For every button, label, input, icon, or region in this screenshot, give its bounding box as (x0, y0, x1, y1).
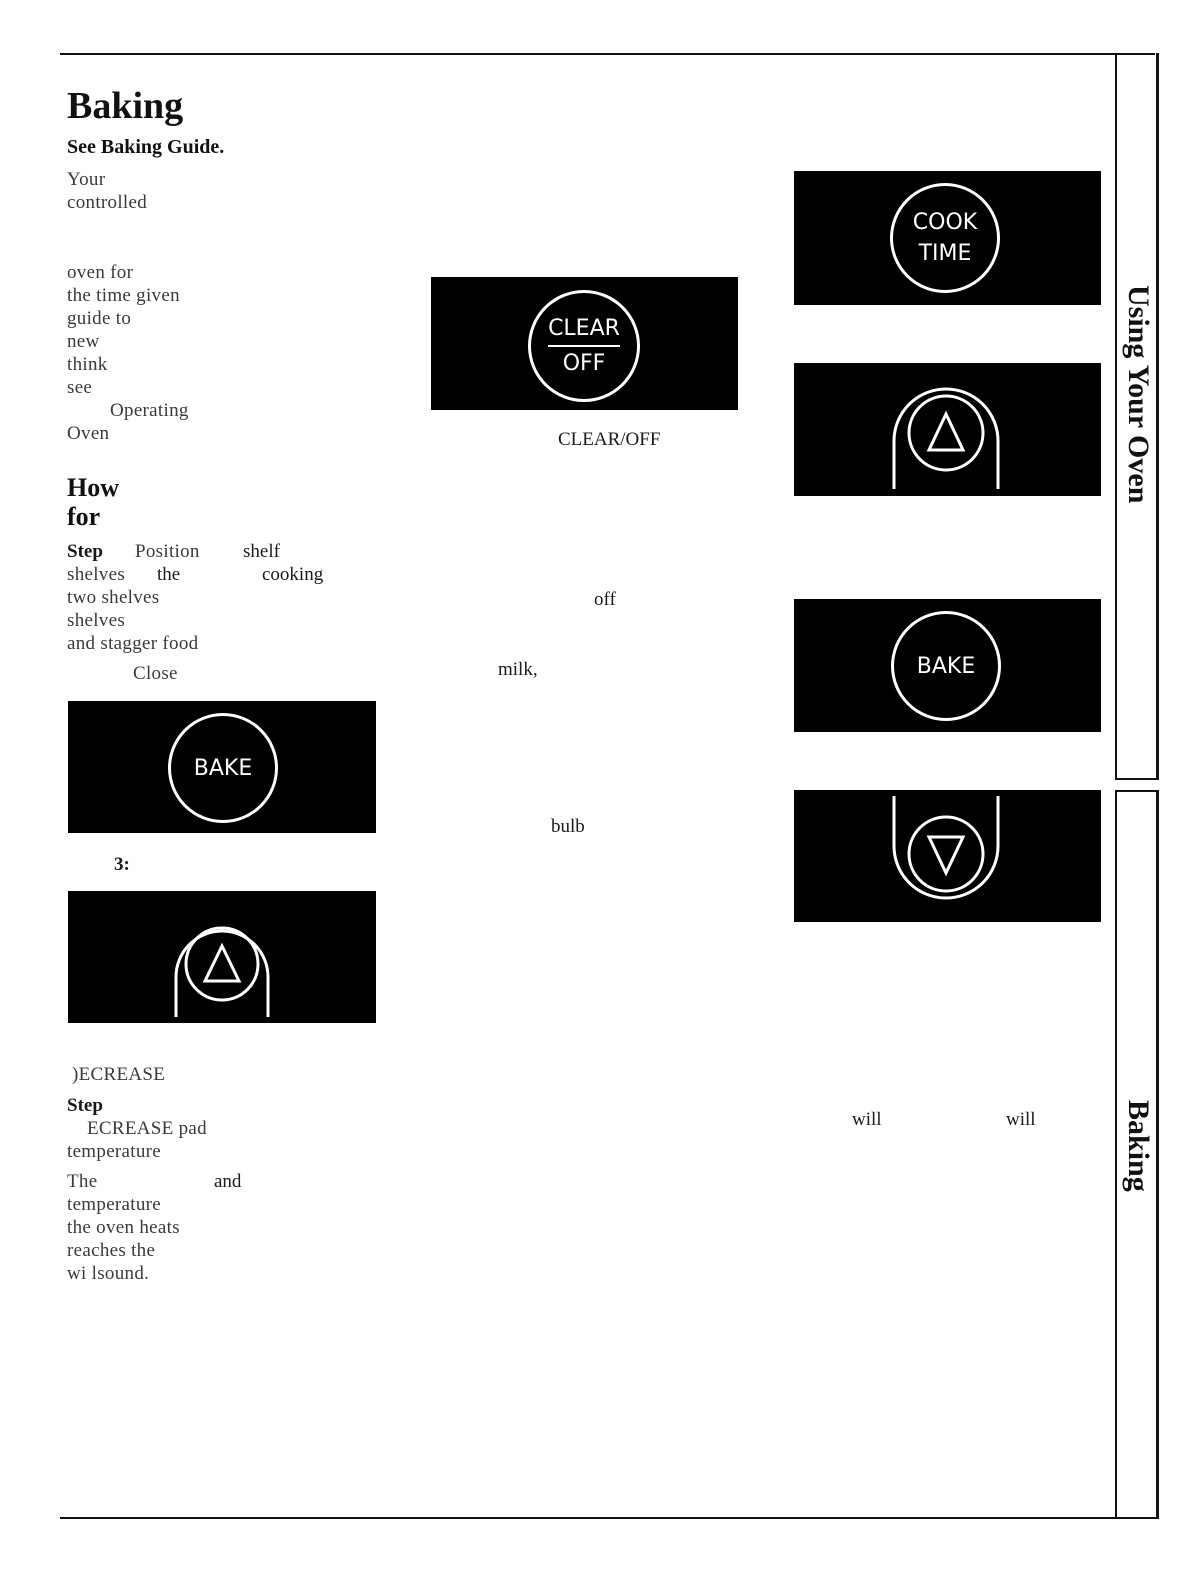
bake-button[interactable] (168, 713, 278, 823)
step1-word: the (157, 564, 181, 585)
clear-off-button[interactable] (528, 290, 640, 402)
tab-border-left (1115, 53, 1117, 780)
increase-pad-panel-right (794, 363, 1101, 496)
intro-line: guide to (67, 308, 132, 329)
step1-line: Close (133, 663, 178, 684)
step1-line: and stagger food (67, 633, 199, 654)
step4-line: ECREASE pad (87, 1118, 207, 1139)
tab-border-top (1115, 790, 1159, 792)
time-label: TIME (918, 241, 972, 266)
intro-line: oven for (67, 262, 134, 283)
increase-button-right[interactable] (794, 363, 1101, 496)
increase-button[interactable] (68, 891, 376, 1023)
clear-off-caption: CLEAR/OFF (558, 429, 661, 450)
decrease-pad-panel (794, 790, 1101, 922)
intro-line: Oven (67, 423, 110, 444)
bake-pad-panel (68, 701, 376, 833)
bake-button-right[interactable] (891, 611, 1001, 721)
intro-line: Operating (110, 400, 189, 421)
middle-word-off: off (594, 589, 616, 610)
right-word-will: will (1006, 1109, 1036, 1130)
bottom-rule (60, 1517, 1158, 1519)
step1-word: cooking (262, 564, 324, 585)
up-arrow-icon (929, 414, 963, 450)
step-label: Step (67, 541, 103, 562)
step4-line: reaches the (67, 1240, 156, 1261)
top-rule (60, 53, 1155, 55)
intro-line: Your (67, 169, 106, 190)
step1-line: shelves (67, 610, 126, 631)
step1-word: shelf (243, 541, 280, 562)
off-label: OFF (562, 351, 606, 376)
cook-label: COOK (912, 210, 978, 235)
decrease-fragment: )ECREASE (72, 1064, 166, 1085)
up-arrow-icon (205, 946, 239, 981)
tab-label-using-your-oven: Using Your Oven (1122, 285, 1155, 504)
sidebar-tab-baking[interactable] (1115, 790, 1158, 1519)
clear-label: CLEAR (548, 316, 620, 341)
tab-border-left (1115, 790, 1117, 1519)
cook-time-pad-panel (794, 171, 1101, 305)
intro-line: see (67, 377, 93, 398)
step4-line: and (214, 1171, 242, 1192)
tab-border-bottom (1115, 778, 1159, 780)
step-label: Step (67, 1095, 103, 1116)
clear-off-pad-panel (431, 277, 738, 410)
tab-label-baking: Baking (1122, 1100, 1155, 1192)
step4-line: temperature (67, 1194, 162, 1215)
step1-line: two shelves (67, 587, 160, 608)
step4-line: the oven heats (67, 1217, 180, 1238)
bake-pad-panel-right (794, 599, 1101, 732)
middle-word-milk: milk, (498, 659, 538, 680)
step1-word: shelves (67, 564, 126, 585)
tab-border-right (1156, 790, 1159, 1519)
step3-label: 3: (114, 854, 130, 875)
step1-word: Position (135, 541, 200, 562)
intro-line: controlled (67, 192, 148, 213)
middle-word-bulb: bulb (551, 816, 585, 837)
decrease-button[interactable] (794, 790, 1101, 922)
clear-off-divider (548, 345, 620, 347)
intro-line: new (67, 331, 100, 352)
sidebar-tab-using-your-oven[interactable] (1115, 53, 1158, 780)
step4-line: The (67, 1171, 98, 1192)
step4-line: temperature (67, 1141, 162, 1162)
increase-pad-panel (68, 891, 376, 1023)
intro-line: the time given (67, 285, 180, 306)
bake-button-label: BAKE (193, 755, 253, 781)
page-title: Baking (67, 85, 184, 127)
tab-border-right (1156, 53, 1159, 780)
howto-heading-line2: for (67, 502, 101, 531)
bake-button-right-label: BAKE (916, 653, 976, 679)
intro-line: think (67, 354, 108, 375)
howto-heading-line1: How (67, 473, 119, 502)
page-subtitle: See Baking Guide. (67, 136, 225, 158)
down-arrow-icon (929, 837, 963, 873)
cook-time-button[interactable] (890, 183, 1000, 293)
step4-line: wi lsound. (67, 1263, 150, 1284)
right-word-will: will (852, 1109, 882, 1130)
